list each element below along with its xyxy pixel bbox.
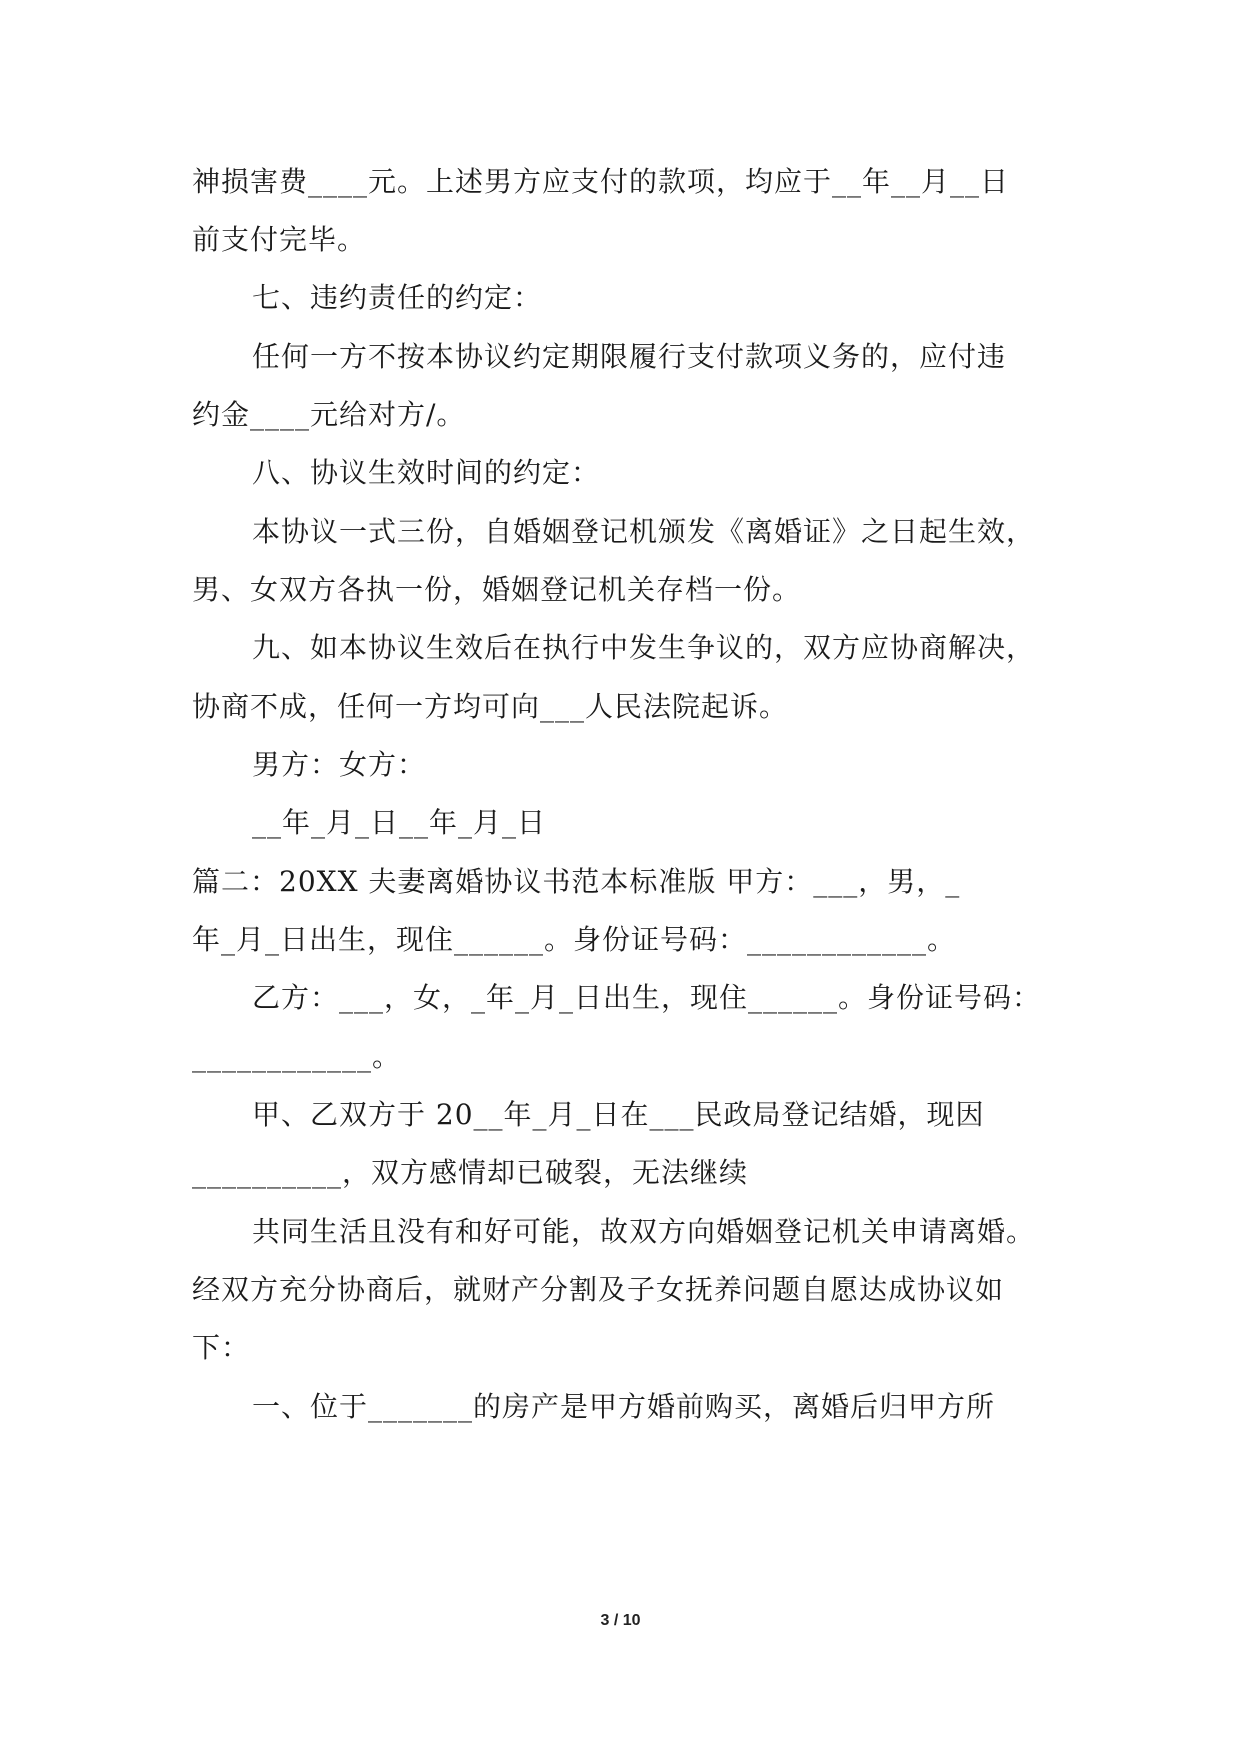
text-line-1: 神损害费____元。上述男方应支付的款项，均应于__年__月__日 [192,165,1010,198]
text-line-20: 经双方充分协商后，就财产分割及子女抚养问题自愿达成协议如 [192,1273,1005,1306]
text-line-16: ____________。 [192,1040,402,1073]
section-heading-7: 七、违约责任的约定： [252,281,543,314]
text-line-5: 约金____元给对方/。 [192,398,466,431]
section-heading-8: 八、协议生效时间的约定： [252,456,601,489]
signature-labels: 男方：女方： [252,748,427,781]
text-line-17: 甲、乙双方于 20__年_月_日在___民政局登记结婚，现因 [252,1098,985,1131]
text-line-9: 九、如本协议生效后在执行中发生争议的，双方应协商解决， [252,631,1036,664]
text-line-8: 男、女双方各执一份，婚姻登记机关存档一份。 [192,573,802,606]
text-line-14: 年_月_日出生，现住______。身份证号码：____________。 [192,923,957,956]
text-line-15: 乙方：___，女，_年_月_日出生，现住______。身份证号码： [252,981,1042,1014]
text-line-7: 本协议一式三份，自婚姻登记机颁发《离婚证》之日起生效， [252,515,1036,548]
chapter-title-line: 篇二：20XX 夫妻离婚协议书范本标准版 甲方：___，男，_ [192,865,961,898]
signature-dates: __年_月_日__年_月_日 [252,806,547,839]
text-line-21: 下： [192,1331,251,1364]
text-line-18: __________，双方感情却已破裂，无法继续 [192,1156,749,1189]
text-line-22: 一、位于_______的房产是甲方婚前购买，离婚后归甲方所 [252,1390,996,1423]
text-line-19: 共同生活且没有和好可能，故双方向婚姻登记机关申请离婚。 [252,1215,1036,1248]
text-line-4: 任何一方不按本协议约定期限履行支付款项义务的，应付违 [252,340,1007,373]
text-line-2: 前支付完毕。 [192,223,367,256]
text-line-10: 协商不成，任何一方均可向___人民法院起诉。 [192,690,789,723]
page-number: 3 / 10 [600,1612,641,1629]
